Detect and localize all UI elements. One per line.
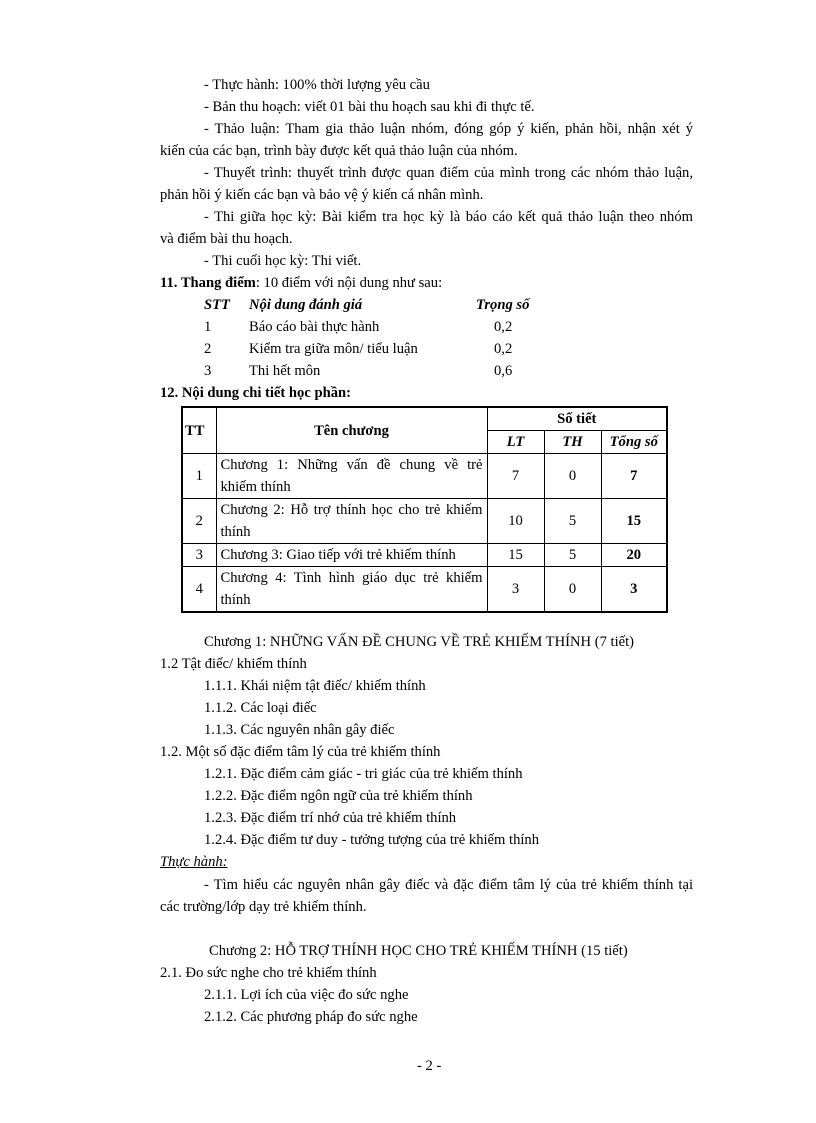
grading-header-stt: STT: [204, 297, 230, 313]
detail-row-4: [182, 567, 667, 613]
detail-row-4-name: Chương 4: Tình hình giáo dục trẻ khiếm thính: [216, 567, 487, 613]
chapter1-title: Chương 1: NHỮNG VẤN ĐỀ CHUNG VỀ TRẺ KHIẾM THÍNH (7 tiết): [204, 634, 635, 650]
detail-row-1-th: 0: [544, 454, 601, 499]
intro-line-9: - Thi cuối học kỳ: Thi viết.: [204, 253, 362, 269]
detail-col-lt: LT: [487, 431, 544, 454]
grading-header-content: Nội dung đánh giá: [249, 297, 363, 313]
detail-heading: 12. Nội dung chi tiết học phần:: [160, 385, 351, 401]
detail-row-4-th: 0: [544, 567, 601, 613]
detail-row-1-lt: 7: [487, 454, 544, 499]
grading-row-3-content: Thi hết môn: [249, 363, 321, 379]
chapter1-practice-label: Thực hành:: [160, 854, 228, 870]
grading-heading: [160, 274, 442, 292]
grading-row-1-weight: 0,2: [494, 319, 513, 335]
chapter1-practice-line-1: - Tìm hiểu các nguyên nhân gây điếc và đặc điểm tâm lý của trẻ khiếm thính tại: [204, 877, 693, 893]
intro-line-2: - Bản thu hoạch: viết 01 bài thu hoạch sau khi đi thực tế.: [204, 99, 535, 115]
detail-row-2-tt: 2: [182, 499, 216, 544]
detail-row-3-name: Chương 3: Giao tiếp với trẻ khiếm thính: [216, 544, 487, 567]
grading-heading-bold: 11. Thang điểm: [160, 275, 256, 291]
intro-line-1: - Thực hành: 100% thời lượng yêu cầu: [204, 77, 430, 93]
chapter1-section-2: 1.2. Một số đặc điểm tâm lý của trẻ khiếm thính: [160, 744, 441, 760]
detail-row-3: [182, 544, 667, 567]
detail-header-row-1: [182, 407, 667, 431]
detail-row-1-tt: 1: [182, 454, 216, 499]
detail-row-3-total: 20: [601, 544, 667, 567]
detail-row-4-tt: 4: [182, 567, 216, 613]
detail-row-2-th: 5: [544, 499, 601, 544]
grading-heading-rest: : 10 điểm với nội dung như sau:: [255, 275, 443, 291]
intro-line-7: - Thi giữa học kỳ: Bài kiểm tra học kỳ là báo cáo kết quả thảo luận theo nhóm: [204, 209, 693, 225]
detail-col-tt: TT: [182, 407, 216, 454]
detail-row-2-lt: 10: [487, 499, 544, 544]
intro-line-8: và điểm bài thu hoạch.: [160, 231, 293, 247]
intro-line-3: - Thảo luận: Tham gia thảo luận nhóm, đóng góp ý kiến, phản hồi, nhận xét ý: [204, 121, 693, 137]
chapter1-item-1-3: 1.1.3. Các nguyên nhân gây điếc: [204, 722, 395, 738]
chapter1-item-2-4: 1.2.4. Đặc điểm tư duy - tưởng tượng của trẻ khiếm thính: [204, 832, 540, 848]
chapter2-item-1-2: 2.1.2. Các phương pháp đo sức nghe: [204, 1009, 418, 1025]
chapter1-practice-line-2: các trường/lớp dạy trẻ khiếm thính.: [160, 899, 367, 915]
page-number: - 2 -: [417, 1058, 442, 1074]
detail-row-1-name: Chương 1: Những vấn đề chung về trẻ khiếm thính: [216, 454, 487, 499]
chapter2-item-1-1: 2.1.1. Lợi ích của việc đo sức nghe: [204, 987, 409, 1003]
detail-col-th: TH: [544, 431, 601, 454]
grading-row-1-content: Báo cáo bài thực hành: [249, 319, 380, 335]
detail-row-1-total: 7: [601, 454, 667, 499]
chapter2-title: Chương 2: HỖ TRỢ THÍNH HỌC CHO TRẺ KHIẾM THÍNH (15 tiết): [209, 943, 628, 959]
grading-row-2-stt: 2: [204, 341, 212, 357]
chapter1-item-1-1: 1.1.1. Khái niệm tật điếc/ khiếm thính: [204, 678, 426, 694]
chapter1-item-1-2: 1.1.2. Các loại điếc: [204, 700, 317, 716]
detail-table: [181, 406, 668, 613]
grading-header-weight: Trọng số: [476, 297, 530, 313]
detail-col-periods: Số tiết: [487, 407, 667, 431]
chapter2-section-1: 2.1. Đo sức nghe cho trẻ khiếm thính: [160, 965, 377, 981]
detail-row-2-name: Chương 2: Hỗ trợ thính học cho trẻ khiếm thính: [216, 499, 487, 544]
detail-col-total: Tổng số: [601, 431, 667, 454]
detail-row-3-tt: 3: [182, 544, 216, 567]
chapter1-section-1: 1.2 Tật điếc/ khiếm thính: [160, 656, 307, 672]
detail-row-3-th: 5: [544, 544, 601, 567]
grading-row-3-weight: 0,6: [494, 363, 513, 379]
detail-row-4-total: 3: [601, 567, 667, 613]
intro-line-5: - Thuyết trình: thuyết trình được quan điểm của mình trong các nhóm thảo luận,: [204, 165, 693, 181]
grading-row-2-content: Kiểm tra giữa môn/ tiểu luận: [249, 341, 418, 357]
detail-col-chapter: Tên chương: [216, 407, 487, 454]
detail-row-1: [182, 454, 667, 499]
detail-row-4-lt: 3: [487, 567, 544, 613]
detail-row-2: [182, 499, 667, 544]
chapter1-item-2-1: 1.2.1. Đặc điểm cảm giác - tri giác của trẻ khiếm thính: [204, 766, 523, 782]
grading-row-2-weight: 0,2: [494, 341, 513, 357]
chapter1-item-2-3: 1.2.3. Đặc điểm trí nhớ của trẻ khiếm thính: [204, 810, 457, 826]
detail-row-3-lt: 15: [487, 544, 544, 567]
intro-line-4: kiến của các bạn, trình bày được kết quả thảo luận của nhóm.: [160, 143, 518, 159]
chapter1-item-2-2: 1.2.2. Đặc điểm ngôn ngữ của trẻ khiếm thính: [204, 788, 473, 804]
detail-row-2-total: 15: [601, 499, 667, 544]
grading-row-1-stt: 1: [204, 319, 212, 335]
grading-row-3-stt: 3: [204, 363, 212, 379]
intro-line-6: phản hồi ý kiến các bạn và bảo vệ ý kiến cá nhân mình.: [160, 187, 484, 203]
